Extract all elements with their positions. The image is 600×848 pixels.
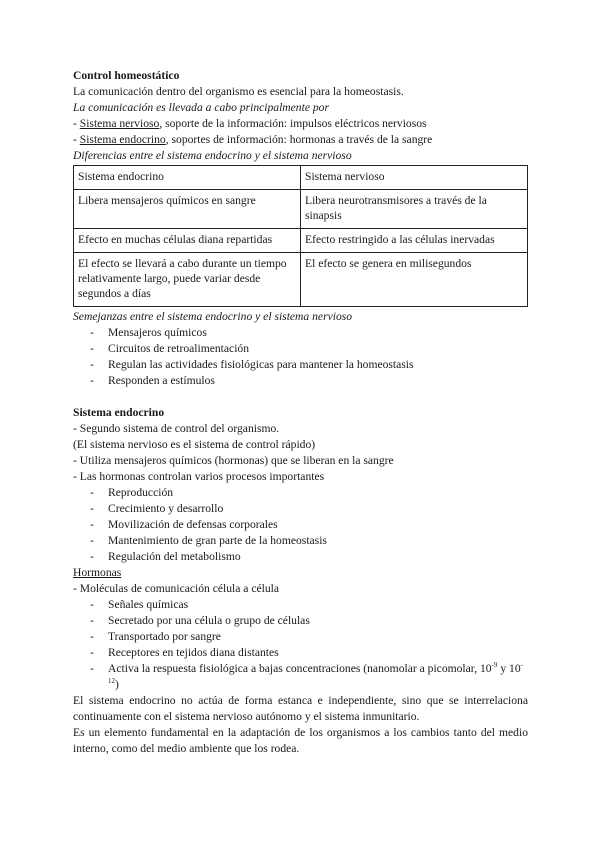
term-sistema-nervioso: Sistema nervioso (79, 117, 160, 130)
comm-item-endocrino (73, 132, 528, 148)
list-item-text: Mensajeros químicos (108, 326, 207, 339)
list-item-text: Activa la respuesta fisiológica a bajas concentraciones (nanomolar a picomolar, 10 (108, 662, 492, 675)
document-page (73, 68, 528, 757)
processes-list (73, 485, 528, 565)
list-item: - Secretado por una célula o grupo de células (90, 614, 310, 627)
list-item-text: Circuitos de retroalimentación (108, 342, 250, 355)
list-item-text: Movilización de defensas corporales (108, 518, 278, 531)
subsection-title-hormonas: Hormonas (73, 566, 122, 579)
list-item-text: Responden a estímulos (108, 374, 215, 387)
list-item-text: y 10 (497, 662, 521, 675)
body-line: (El sistema nervioso es el sistema de control rápido) (73, 438, 316, 451)
table-cell: El efecto se genera en milisegundos (301, 253, 528, 307)
list-item: - Regulación del metabolismo (90, 550, 241, 563)
list-item-text: Transportado por sangre (108, 630, 221, 643)
list-item: - Activa la respuesta fisiológica a bajas concentraciones (nanomolar a picomolar, $10^{-9}$ y $10^{-12}$) (90, 661, 523, 691)
hormonas-list (73, 597, 528, 693)
list-item-text: Mantenimiento de gran parte de la homeostasis (108, 534, 327, 547)
list-item-text: Receptores en tejidos diana distantes (108, 646, 279, 659)
body-line: - Segundo sistema de control del organismo. (73, 422, 280, 435)
table-row (74, 253, 528, 307)
list-item: - Movilización de defensas corporales (90, 518, 278, 531)
table-cell: El efecto se llevará a cabo durante un tiempo relativamente largo, puede variar desde segundos a días (74, 253, 301, 307)
list-item: - Mantenimiento de gran parte de la homeostasis (90, 534, 327, 547)
comm-item-text: , soporte de la información: impulsos eléctricos nerviosos (159, 117, 427, 130)
comm-item-text: , soportes de información: hormonas a través de la sangre (165, 133, 433, 146)
list-item: - Mensajeros químicos (90, 326, 207, 339)
body-line: - Moléculas de comunicación célula a célula (73, 582, 280, 595)
dash-prefix: - (73, 133, 80, 146)
list-item: - Circuitos de retroalimentación (90, 342, 250, 355)
diff-heading: Diferencias entre el sistema endocrino y el sistema nervioso (73, 149, 352, 162)
intro-line: La comunicación dentro del organismo es esencial para la homeostasis. (73, 85, 404, 98)
list-item: - Señales químicas (90, 598, 189, 611)
paragraph: Es un elemento fundamental en la adaptación de los organismos a los cambios tanto del medio interno, como del medio ambiente que los rodea. (73, 726, 528, 755)
list-item: - Reproducción (90, 486, 174, 499)
section-title-control-homeostatico: Control homeostático (73, 69, 180, 82)
list-item-text: Secretado por una célula o grupo de células (108, 614, 310, 627)
body-line: - Utiliza mensajeros químicos (hormonas) que se liberan en la sangre (73, 454, 394, 467)
list-item-text: Señales químicas (108, 598, 189, 611)
exponent: -9 (491, 661, 498, 670)
table-header-row (74, 166, 528, 190)
list-item-text: Crecimiento y desarrollo (108, 502, 224, 515)
comm-item-nervioso (73, 116, 528, 132)
sim-heading: Semejanzas entre el sistema endocrino y el sistema nervioso (73, 310, 353, 323)
table-cell: Efecto restringido a las células inervadas (301, 229, 528, 253)
list-item-text: Regulan las actividades fisiológicas para mantener la homeostasis (108, 358, 414, 371)
table-row (74, 190, 528, 229)
list-item-text: Reproducción (108, 486, 174, 499)
paragraph: El sistema endocrino no actúa de forma estanca e independiente, sino que se interrelaciona continuamente con el sistema nervioso autónomo y el sistema inmunitario. (73, 694, 528, 723)
exponent: -12 (108, 661, 523, 686)
list-item: - Responden a estímulos (90, 374, 215, 387)
list-item: - Crecimiento y desarrollo (90, 502, 224, 515)
table-cell: Libera neurotransmisores a través de la sinapsis (301, 190, 528, 229)
dash-prefix: - (73, 117, 80, 130)
body-line: - Las hormonas controlan varios procesos importantes (73, 470, 325, 483)
table-header-cell: Sistema endocrino (74, 166, 301, 190)
term-sistema-endocrino: Sistema endocrino (79, 133, 166, 146)
list-item: - Receptores en tejidos diana distantes (90, 646, 279, 659)
table-cell: Efecto en muchas células diana repartidas (74, 229, 301, 253)
table-row (74, 229, 528, 253)
section-title-sistema-endocrino: Sistema endocrino (73, 406, 165, 419)
table-header-cell: Sistema nervioso (301, 166, 528, 190)
table-cell: Libera mensajeros químicos en sangre (74, 190, 301, 229)
list-item: - Transportado por sangre (90, 630, 221, 643)
list-item-text: ) (115, 678, 119, 691)
spacer (73, 389, 528, 405)
similarities-list (73, 325, 528, 389)
list-item-text: Regulación del metabolismo (108, 550, 241, 563)
comparison-table (73, 165, 528, 307)
list-item: - Regulan las actividades fisiológicas para mantener la homeostasis (90, 358, 414, 371)
comm-heading: La comunicación es llevada a cabo principalmente por (73, 101, 329, 114)
